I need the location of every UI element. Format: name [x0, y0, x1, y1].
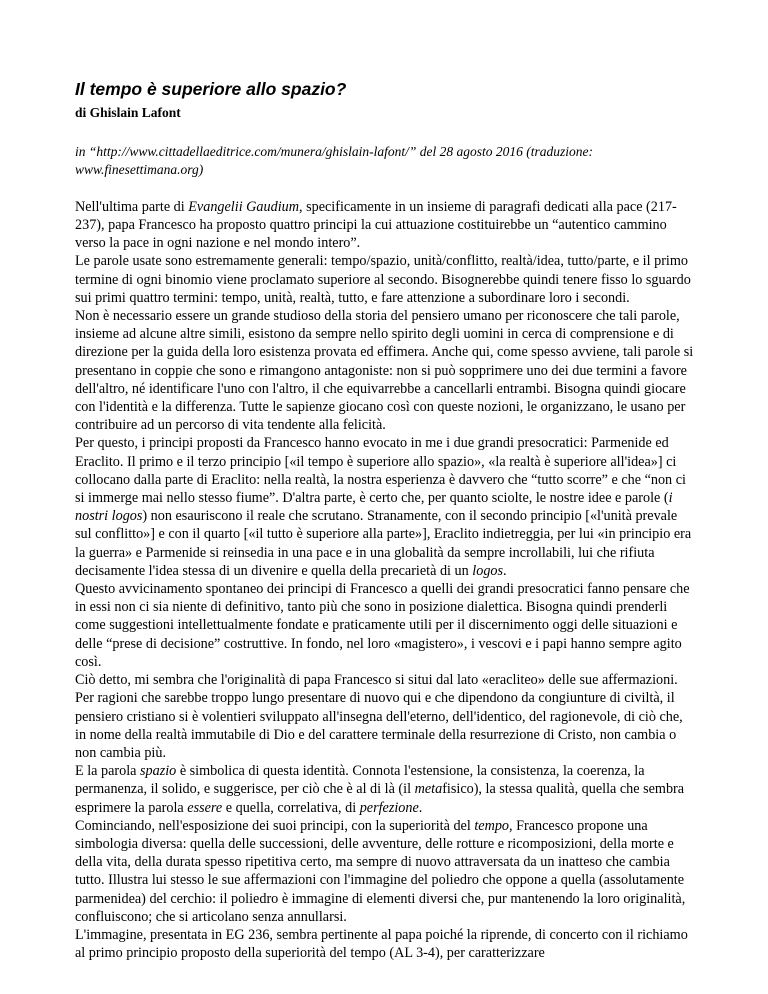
author-byline: di Ghislain Lafont	[75, 105, 181, 120]
italic-text-run: i nostri logos	[75, 490, 673, 525]
text-run: .	[503, 562, 507, 579]
paragraph	[75, 252, 695, 307]
text-run: e quella, correlativa, di	[222, 799, 360, 816]
text-run: fisico), la stessa qualità, quella che sembra esprimere la parola	[75, 781, 685, 816]
document-page	[75, 78, 695, 962]
text-run: E la parola	[75, 763, 140, 780]
text-run: Per questo, i principi proposti da Francesco hanno evocato in me i due grandi presocratici: Parmenide ed Eraclito. Il primo e il terzo principio [«il tempo è superiore allo spazio», «la realtà è superiore all'idea»] ci collocano dalla parte di Eraclito: nella realtà, la nostra esperienza è davvero che “tutto scorre” e che “non ci si immerge mai nello stesso fiume”. D'altra parte, è certo che, per quanto sciolte, le nostre idee e parole (	[75, 435, 686, 507]
text-run: .	[418, 799, 423, 816]
italic-text-run: Evangelii Gaudium	[188, 198, 299, 215]
text-run: Non è necessario essere un grande studioso della storia del pensiero umano per riconoscere che tali parole, insieme ad alcune altre simili, esistono da sempre nello spirito degli uomini in cerca di comprensione e di direzione per la guida della loro esistenza provata ed effimera. Anche qui, come spesso avviene, tali parole si presentano in coppie che sono e rimangono antagoniste: non si può sopprimere uno dei due termini a favore dell'altro, né identificare l'uno con l'altro, il che equivarrebbe a cancellarli entrambi. Bisogna quindi giocare con l'identità e la differenza. Tutte le sapienze giocano così con queste nozioni, le organizzano, le usano per contribuire ad un percorso di vita tendente alla felicità.	[75, 308, 694, 434]
paragraph	[75, 817, 695, 926]
paragraph	[75, 926, 695, 962]
source-citation: in “http://www.cittadellaeditrice.com/munera/ghislain-lafont/” del 28 agosto 2016 (traduzione: www.finesettimana.org)	[75, 144, 593, 178]
text-run: L'immagine, presentata in EG 236, sembra pertinente al papa poiché la riprende, di concerto con il richiamo al primo principio proposto della superiorità del tempo (AL 3-4), per caratterizzare	[75, 926, 688, 962]
text-run: Le parole usate sono estremamente generali: tempo/spazio, unità/conflitto, realtà/idea, tutto/parte, e il primo termine di ogni binomio viene proclamato superiore al secondo. Bisognerebbe quindi tenere fisso lo sguardo sui primi quattro termini: tempo, unità, realtà, tutto, e fare attenzione a subordinare loro i secondi.	[75, 253, 691, 306]
paragraph	[75, 762, 695, 817]
italic-text-run: spazio	[140, 763, 177, 780]
article-title: Il tempo è superiore allo spazio?	[75, 79, 347, 99]
paragraph	[75, 434, 695, 580]
paragraph	[75, 198, 695, 253]
text-run: Nell'ultima parte di	[75, 198, 189, 215]
paragraph	[75, 671, 695, 762]
italic-text-run: logos	[472, 562, 504, 579]
text-run: Ciò detto, mi sembra che l'originalità di papa Francesco si situi dal lato «eracliteo» delle sue affermazioni. Per ragioni che sarebbe troppo lungo presentare di nuovo qui e che dipendono da congiunture di civiltà, il pensiero cristiano si è volentieri sviluppato all'insegna dell'eterno, dell'identico, del ragionevole, di ciò che, in nome della realtà immutabile di Dio e del carattere terminale della resurrezione di Cristo, non cambia o non cambia più.	[75, 672, 683, 761]
text-run: ) non esauriscono il reale che scrutano. Stranamente, con il secondo principio [«l'unità prevale sul conflitto»] e con il quarto [«il tutto è superiore alla parte»], Eraclito indietreggia, per lui «in principio era la guerra» e Parmenide si reinsedia in una pace e in una globalità da sempre incrollabili, lui che rifiuta decisamente l'idea stessa di un divenire e quella della precarietà di un	[75, 508, 692, 579]
text-run: , Francesco propone una simbologia diversa: quella delle successioni, delle avventure, delle rotture e ricomposizioni, della morte e della vita, della durata spesso ripetitiva certo, ma sempre di nuovo attraversata da un inatteso che cambia tutto. Illustra lui stesso le sue affermazioni con l'immagine del poliedro che oppone a quella (assolutamente parmenidea) del cerchio: il poliedro è immagine di elementi diversi che, pur mantenendo la loro originalità, confluiscono; che si articolano senza annullarsi.	[75, 817, 686, 925]
paragraph	[75, 580, 695, 671]
text-run: Questo avvicinamento spontaneo dei principi di Francesco a quelli dei grandi presocratici fanno pensare che in essi non ci sia niente di definitivo, tanto più che sono in posizione dialettica. Bisogna quindi prenderli come suggestioni intellettualmente fondate e praticamente utili per il discernimento oggi delle situazioni e delle “prese di decisione” costruttive. In fondo, nel loro «magistero», i vescovi e i papi hanno sempre agito così.	[75, 581, 690, 670]
italic-text-run: tempo	[474, 817, 510, 834]
italic-text-run: essere	[187, 799, 223, 816]
text-run: è simbolica di questa identità. Connota l'estensione, la consistenza, la coerenza, la permanenza, il solido, e suggerisce, per ciò che è al di là (il	[75, 763, 645, 798]
text-run: , specificamente in un insieme di paragrafi dedicati alla pace (217-237), papa Francesco ha proposto quattro principi la cui attuazione costituirebbe un “autentico cammino verso la pace in ogni nazione e nel mondo intero”.	[75, 198, 677, 252]
text-run: Cominciando, nell'esposizione dei suoi principi, con la superiorità del	[75, 817, 475, 834]
paragraph	[75, 307, 695, 434]
italic-text-run: meta	[414, 781, 443, 798]
italic-text-run: perfezione	[359, 799, 419, 816]
article-body	[75, 198, 695, 963]
